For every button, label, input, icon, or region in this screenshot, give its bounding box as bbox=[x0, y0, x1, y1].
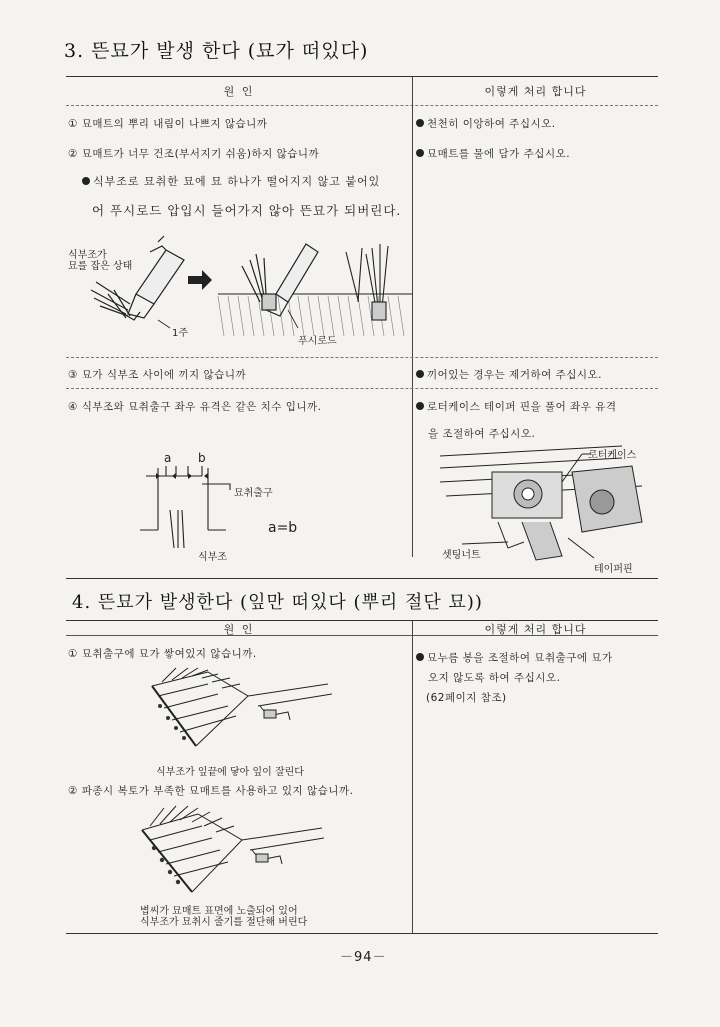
fig2-outlet: 묘취출구 bbox=[234, 488, 273, 499]
section4-header-divider bbox=[66, 635, 658, 636]
section4-header-fix: 이렇게 처리 합니다 bbox=[484, 623, 587, 636]
section4-header-cause: 원 인 bbox=[223, 623, 255, 636]
s3-row4-fix-1: 로터케이스 테이퍼 핀을 풀어 좌우 유격 bbox=[416, 399, 616, 414]
section3-row4-divider bbox=[66, 388, 658, 389]
fig4-caption: 식부조가 잎끝에 닿아 잎이 잘린다 bbox=[156, 767, 304, 778]
s3-row3-fix: 끼어있는 경우는 제거하여 주십시오. bbox=[416, 367, 602, 382]
fig3-taper-pin: 테이퍼핀 bbox=[594, 564, 633, 575]
section4-table-bottom bbox=[66, 933, 658, 934]
arrow-right-icon bbox=[188, 270, 212, 290]
section3-column-divider bbox=[412, 77, 413, 557]
page-number: －94－ bbox=[340, 950, 387, 965]
fig1-label-1ju: 1주 bbox=[172, 328, 189, 339]
s3-row2-cause: ② 묘매트가 너무 건조(부서지기 쉬움)하지 않습니까 bbox=[68, 148, 320, 160]
s4-row1-fix-1: 묘누름 봉을 조절하여 묘취출구에 묘가 bbox=[416, 650, 613, 665]
section4-title: 4. 뜬묘가 발생한다 (잎만 떠있다 (뿌리 절단 묘)) bbox=[72, 592, 483, 613]
section3-header-fix: 이렇게 처리 합니다 bbox=[484, 85, 587, 98]
section4-column-divider bbox=[412, 621, 413, 933]
fig5-caption-2: 식부조가 묘취시 줄기를 절단해 버린다 bbox=[140, 917, 308, 928]
s3-row4-fix-2: 을 조절하여 주십시오. bbox=[428, 428, 536, 440]
fig1-label-state: 식부조가 묘를 잡은 상태 bbox=[68, 250, 133, 272]
s3-row2-note-2: 어 푸시로드 압입시 들어가지 않아 뜬묘가 되버린다. bbox=[92, 203, 402, 218]
section3-header-cause: 원 인 bbox=[223, 85, 255, 98]
fig2-a: a bbox=[164, 451, 172, 465]
figure-seed-exposed bbox=[138, 800, 328, 900]
fig2-equation: a=b bbox=[268, 520, 298, 536]
fig1-label-pushrod: 푸시로드 bbox=[298, 336, 337, 347]
s4-row1-fix-3: (62페이지 참조) bbox=[426, 692, 507, 704]
section3-table-bottom bbox=[66, 578, 658, 579]
s3-row2-note-1: 식부조로 묘취한 묘에 묘 하나가 떨어지지 않고 붙어있 bbox=[82, 173, 380, 189]
section3-row3-divider bbox=[66, 357, 658, 358]
s3-row1-fix: 천천히 이앙하여 주십시오. bbox=[416, 116, 556, 131]
s4-row2-cause: ② 파종시 복토가 부족한 묘매트를 사용하고 있지 않습니까. bbox=[68, 785, 354, 797]
s3-row2-fix: 묘매트를 물에 담가 주십시오. bbox=[416, 146, 570, 161]
fig3-rotor-case: 로터케이스 bbox=[588, 450, 637, 461]
figure-seedling-leaf-cut bbox=[148, 666, 334, 760]
fig2-finger: 식부조 bbox=[198, 552, 227, 563]
fig2-b: b bbox=[198, 451, 206, 465]
s4-row1-fix-2: 오지 않도록 하여 주십시오. bbox=[428, 672, 561, 684]
section3-title: 3. 뜬묘가 발생 한다 (묘가 떠있다) bbox=[64, 40, 369, 62]
s3-row3-cause: ③ 묘가 식부조 사이에 끼지 않습니까 bbox=[68, 369, 247, 381]
s3-row1-cause: ① 묘매트의 뿌리 내림이 나쁘지 않습니까 bbox=[68, 118, 268, 130]
section3-header-divider bbox=[66, 105, 658, 106]
section3-table-top bbox=[66, 76, 658, 77]
fig5-caption-1: 볍씨가 묘매트 표면에 노출되어 있어 bbox=[140, 906, 298, 917]
fig3-set-nut: 셋팅너트 bbox=[442, 550, 481, 561]
s4-row1-cause: ① 묘취출구에 묘가 쌓여있지 않습니까. bbox=[68, 648, 257, 660]
s3-row4-cause: ④ 식부조와 묘취출구 좌우 유격은 같은 치수 입니까. bbox=[68, 401, 322, 413]
